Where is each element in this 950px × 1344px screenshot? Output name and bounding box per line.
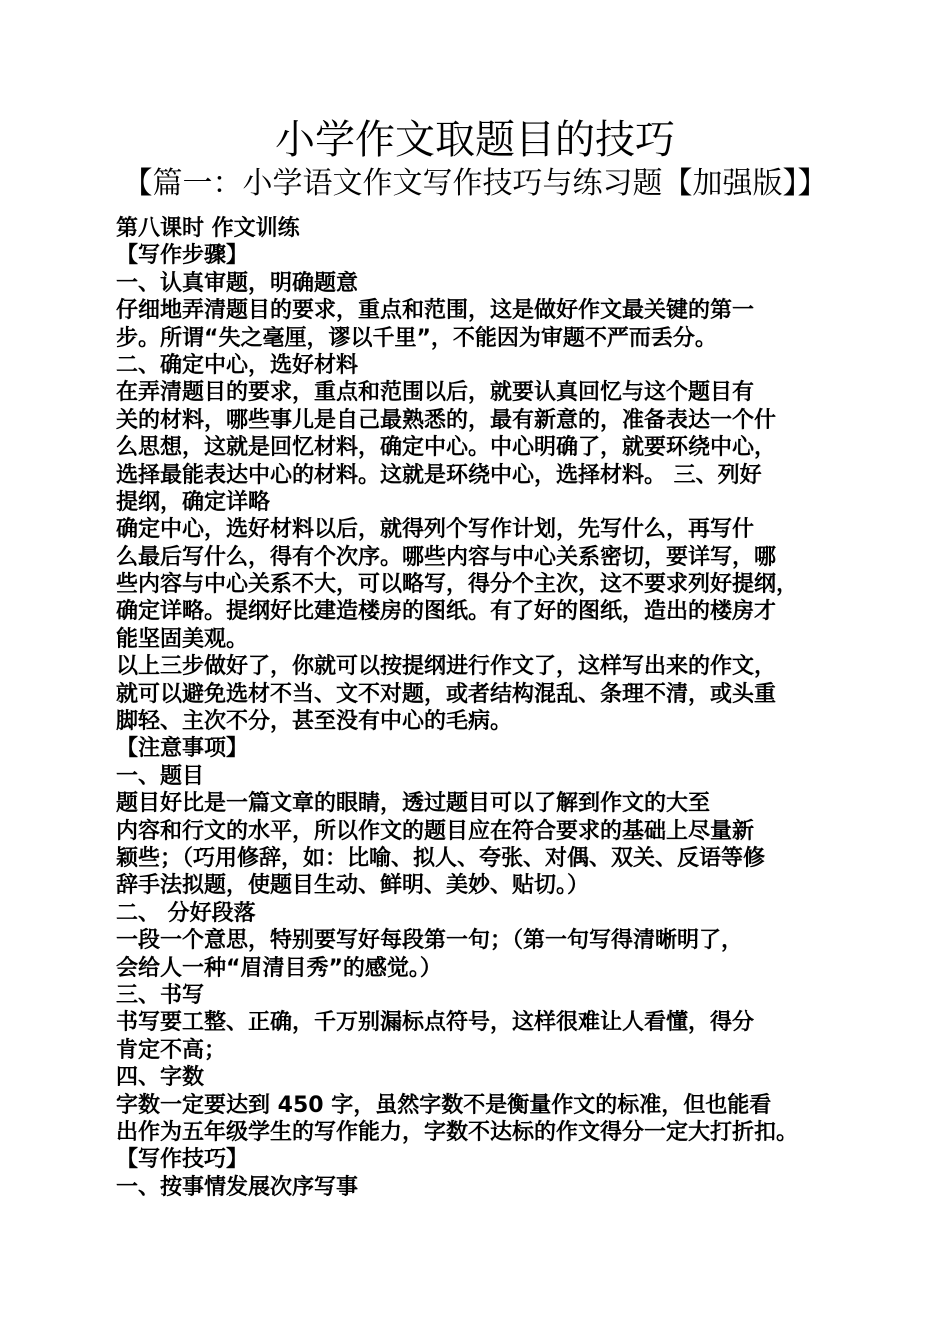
text-line: 颖些；（巧用修辞，如：比喻、拟人、夸张、对偶、双关、反语等修 xyxy=(116,845,766,871)
text-line: 一、按事情发展次序写事 xyxy=(116,1174,359,1200)
text-line: 一、认真审题，明确题意 xyxy=(116,270,359,296)
text-line: 些内容与中心关系不大，可以略写，得分个主次，这不要求列好提纲， xyxy=(116,572,799,598)
text-line: 以上三步做好了，你就可以按提纲进行作文了，这样写出来的作文， xyxy=(116,654,777,680)
text-line: 就可以避免选材不当、文不对题，或者结构混乱、条理不清，或头重 xyxy=(116,681,777,707)
text-line: 第八课时 作文训练 xyxy=(116,216,300,241)
text-line: 字数一定要达到 450 字，虽然字数不是衡量作文的标准，但也能看 xyxy=(116,1092,772,1118)
text-line: 一、题目 xyxy=(116,763,205,789)
text-line: 在弄清题目的要求，重点和范围以后，就要认真回忆与这个题目有 xyxy=(116,380,755,406)
text-line: 么思想，这就是回忆材料，确定中心。中心明确了，就要环绕中心， xyxy=(116,435,777,461)
text-line: 二、 分好段落 xyxy=(116,900,256,926)
text-line: 【写作步骤】 xyxy=(116,243,249,269)
text-line: 四、字数 xyxy=(116,1065,205,1091)
document-subtitle: 【篇一：小学语文作文写作技巧与练习题【加强版】】 xyxy=(122,166,828,201)
text-line: 肯定不高； xyxy=(116,1037,227,1063)
text-line: 选择最能表达中心的材料。这就是环绕中心，选择材料。 三、列好 xyxy=(116,462,762,488)
text-line: 出作为五年级学生的写作能力，字数不达标的作文得分一定大打折扣。 xyxy=(116,1119,799,1145)
text-line: 辞手法拟题，使题目生动、鲜明、美妙、贴切。） xyxy=(116,873,590,899)
document-title: 小学作文取题目的技巧 xyxy=(275,117,675,163)
text-line: 会给人一种“眉清目秀”的感觉。） xyxy=(116,955,442,981)
text-line: 内容和行文的水平，所以作文的题目应在符合要求的基础上尽量新 xyxy=(116,818,755,844)
text-line: 提纲，确定详略 xyxy=(116,489,271,515)
text-line: 脚轻、主次不分，甚至没有中心的毛病。 xyxy=(116,709,513,735)
text-line: 二、确定中心，选好材料 xyxy=(116,352,359,378)
text-line: 确定中心，选好材料以后，就得列个写作计划，先写什么，再写什 xyxy=(116,517,755,543)
text-line: 仔细地弄清题目的要求，重点和范围，这是做好作文最关键的第一 xyxy=(116,298,755,324)
text-line: 书写要工整、正确，千万别漏标点符号，这样很难让人看懂，得分 xyxy=(116,1010,755,1036)
text-line: 三、书写 xyxy=(116,982,205,1008)
text-line: 题目好比是一篇文章的眼睛，透过题目可以了解到作文的大至 xyxy=(116,791,711,817)
text-line: 一段一个意思，特别要写好每段第一句；（第一句写得清晰明了， xyxy=(116,928,744,954)
text-line: 能坚固美观。 xyxy=(116,626,249,652)
text-line: 关的材料，哪些事儿是自己最熟悉的，最有新意的，准备表达一个什 xyxy=(116,407,777,433)
text-line: 步。所谓“失之毫厘，谬以千里”，不能因为审题不严而丢分。 xyxy=(116,325,717,351)
text-line: 么最后写什么，得有个次序。哪些内容与中心关系密切，要详写，哪 xyxy=(116,544,777,570)
document-body xyxy=(116,215,841,1201)
text-line: 【写作技巧】 xyxy=(116,1147,249,1173)
text-line: 【注意事项】 xyxy=(116,736,249,762)
text-line: 确定详略。提纲好比建造楼房的图纸。有了好的图纸，造出的楼房才 xyxy=(116,599,777,625)
